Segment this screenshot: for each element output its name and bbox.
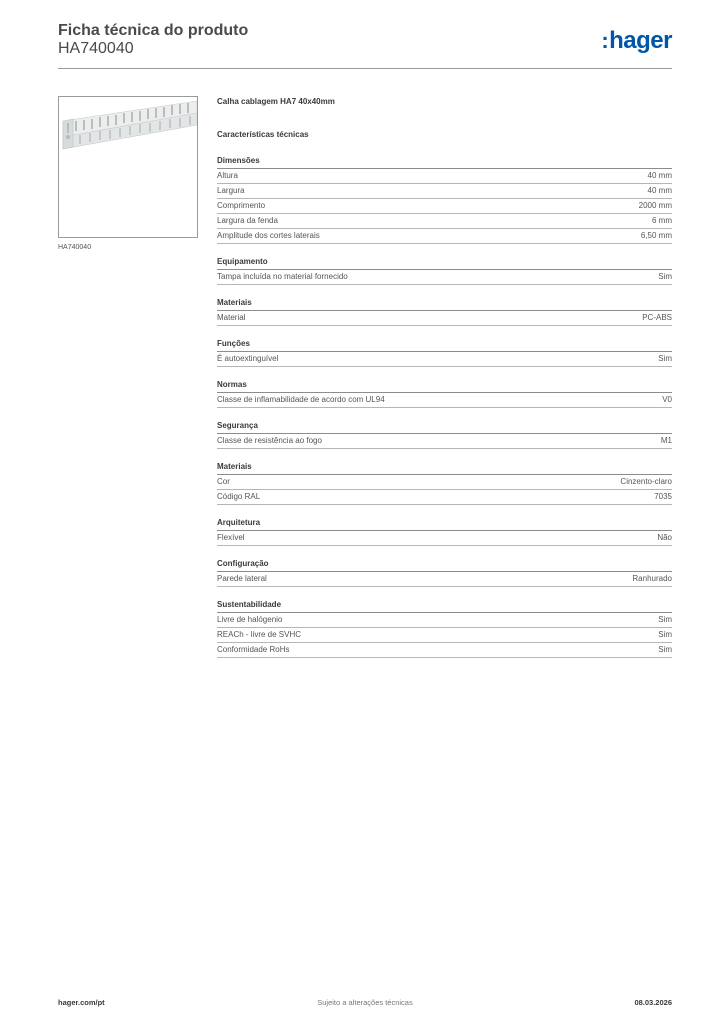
- spec-value: 6 mm: [652, 216, 672, 225]
- spec-value: Sim: [658, 354, 672, 363]
- spec-group: [217, 559, 672, 587]
- spec-label: Material: [217, 313, 246, 322]
- spec-label: Comprimento: [217, 201, 266, 210]
- specs-heading: Características técnicas: [217, 130, 309, 139]
- spec-group-title: Sustentabilidade: [217, 600, 672, 613]
- spec-value: 7035: [654, 492, 672, 501]
- spec-group-title: Materiais: [217, 462, 672, 475]
- spec-value: M1: [660, 436, 672, 445]
- spec-label: Conformidade RoHs: [217, 645, 290, 654]
- spec-label: Flexível: [217, 533, 245, 542]
- spec-row: [217, 531, 672, 546]
- header-divider: [58, 68, 672, 69]
- spec-group: [217, 339, 672, 367]
- spec-row: [217, 169, 672, 184]
- spec-value: 2000 mm: [638, 201, 672, 210]
- spec-label: Altura: [217, 171, 238, 180]
- spec-label: Classe de inflamabilidade de acordo com UL94: [217, 395, 385, 404]
- hager-logo: [601, 28, 672, 54]
- spec-row: [217, 393, 672, 408]
- spec-value: Cinzento-claro: [620, 477, 672, 486]
- spec-label: Classe de resistência ao fogo: [217, 436, 322, 445]
- spec-row: [217, 270, 672, 285]
- spec-label: Parede lateral: [217, 574, 267, 583]
- logo-colon-mark: :: [601, 28, 609, 53]
- spec-group: [217, 380, 672, 408]
- spec-value: 40 mm: [647, 171, 672, 180]
- spec-label: Código RAL: [217, 492, 261, 501]
- spec-value: Sim: [658, 615, 672, 624]
- spec-value: Ranhurado: [632, 574, 672, 583]
- page-footer: [58, 998, 672, 1010]
- spec-value: V0: [662, 395, 672, 404]
- spec-group-title: Segurança: [217, 421, 672, 434]
- spec-label: Amplitude dos cortes laterais: [217, 231, 320, 240]
- spec-row: [217, 199, 672, 214]
- spec-row: [217, 229, 672, 244]
- spec-value: Sim: [658, 645, 672, 654]
- spec-label: É autoextinguível: [217, 354, 279, 363]
- spec-row: [217, 434, 672, 449]
- spec-group-title: Materiais: [217, 298, 672, 311]
- spec-row: [217, 184, 672, 199]
- specifications-panel: [217, 96, 672, 658]
- spec-row: [217, 311, 672, 326]
- footer-website: hager.com/pt: [58, 998, 105, 1007]
- spec-group: [217, 156, 672, 244]
- cable-trunking-illustration: [59, 97, 197, 237]
- spec-value: 40 mm: [647, 186, 672, 195]
- spec-group-title: Normas: [217, 380, 672, 393]
- spec-label: REACh - livre de SVHC: [217, 630, 302, 639]
- spec-group-title: Equipamento: [217, 257, 672, 270]
- page-header: [58, 20, 672, 70]
- spec-group: [217, 462, 672, 505]
- product-code: HA740040: [58, 40, 134, 57]
- spec-label: Livre de halógenio: [217, 615, 283, 624]
- spec-row: [217, 643, 672, 658]
- spec-label: Tampa incluída no material fornecido: [217, 272, 348, 281]
- logo-text: hager: [609, 27, 672, 54]
- spec-row: [217, 572, 672, 587]
- spec-group-title: Configuração: [217, 559, 672, 572]
- spec-group-title: Dimensões: [217, 156, 672, 169]
- spec-label: Cor: [217, 477, 230, 486]
- spec-label: Largura da fenda: [217, 216, 278, 225]
- spec-row: [217, 214, 672, 229]
- spec-group: [217, 421, 672, 449]
- spec-group: [217, 257, 672, 285]
- spec-group: [217, 298, 672, 326]
- footer-notice: Sujeito a alterações técnicas: [317, 998, 413, 1007]
- product-name: Calha cablagem HA7 40x40mm: [217, 97, 335, 106]
- spec-value: Não: [657, 533, 672, 542]
- spec-row: [217, 475, 672, 490]
- footer-date: 08.03.2026: [634, 998, 672, 1007]
- spec-group-title: Arquitetura: [217, 518, 672, 531]
- spec-row: [217, 613, 672, 628]
- spec-group-title: Funções: [217, 339, 672, 352]
- spec-group: [217, 518, 672, 546]
- spec-value: PC-ABS: [642, 313, 672, 322]
- spec-value: Sim: [658, 272, 672, 281]
- spec-group: [217, 600, 672, 658]
- spec-row: [217, 490, 672, 505]
- spec-groups: [217, 156, 672, 658]
- spec-row: [217, 352, 672, 367]
- image-caption: HA740040: [58, 244, 92, 251]
- spec-row: [217, 628, 672, 643]
- document-title: Ficha técnica do produto: [58, 22, 249, 39]
- product-image: [58, 96, 198, 238]
- spec-value: 6,50 mm: [640, 231, 672, 240]
- spec-label: Largura: [217, 186, 245, 195]
- spec-value: Sim: [658, 630, 672, 639]
